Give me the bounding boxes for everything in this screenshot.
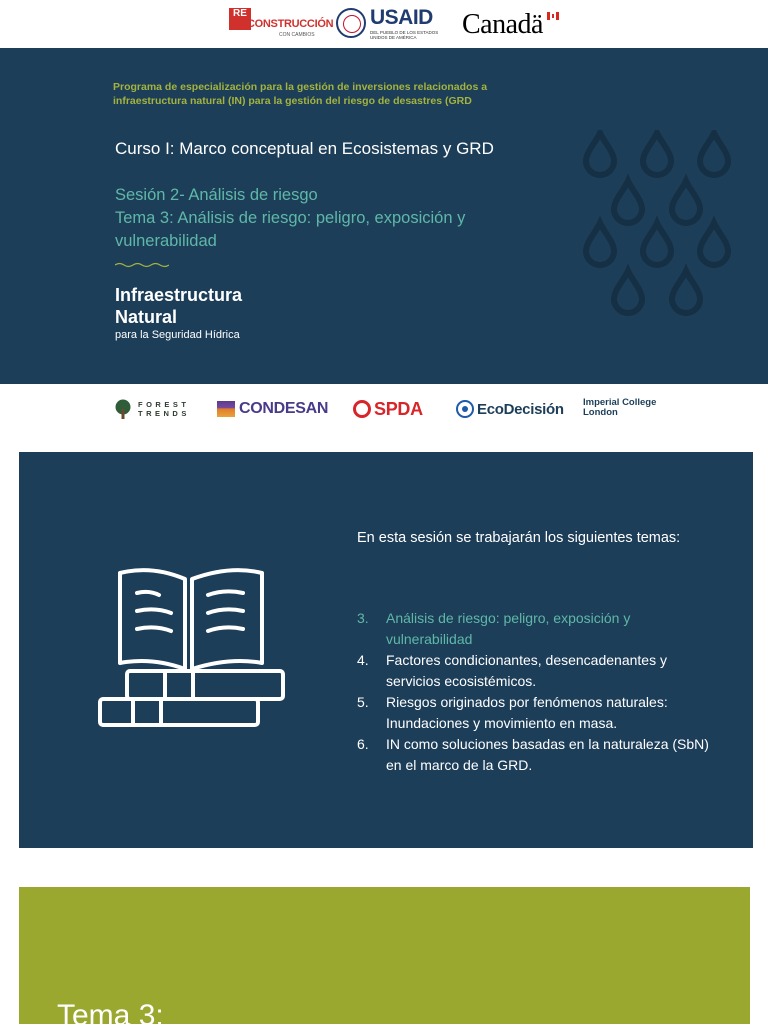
usaid-name: USAID: [370, 6, 433, 29]
tema-title: Tema 3:: [57, 999, 164, 1032]
topics-intro: En esta sesión se trabajarán los siguientes temas:: [357, 530, 681, 546]
course-title: Curso I: Marco conceptual en Ecosistemas y GRD: [115, 139, 494, 158]
brand-title: [115, 284, 242, 328]
open-book-icon: [97, 565, 287, 727]
reconstruccion-logo: [229, 6, 334, 42]
session-title: Sesión 2- Análisis de riesgo: [115, 186, 318, 204]
spda-logo: [353, 396, 423, 422]
topic-item-6: [357, 734, 717, 776]
program-title: Programa de especialización para la gestión de inversiones relacionados a infraestructura natural (IN) para la gestión del riesgo de desastres (GRD: [113, 81, 488, 107]
condesan-mark-icon: [217, 401, 235, 417]
canada-wordmark: Canadä: [462, 9, 543, 40]
spda-mark-icon: [353, 400, 371, 418]
ecodecision-name: EcoDecisión: [477, 400, 564, 418]
header-logo-bar: [0, 0, 768, 48]
usaid-logo: [336, 6, 446, 44]
forest-trends-line-1: FOREST: [138, 400, 190, 409]
brand-line-2: Natural: [115, 307, 178, 327]
condesan-logo: [217, 396, 328, 422]
topic-title: Tema 3: Análisis de riesgo: peligro, exposición y vulnerabilidad: [115, 209, 466, 250]
topic-item-3: [357, 608, 717, 650]
forest-trends-line-2: TRENDS: [138, 409, 190, 418]
water-drops-icon: [580, 130, 740, 326]
topic-item-text: Análisis de riesgo: peligro, exposición y vulnerabilidad: [386, 610, 631, 647]
session-block: [115, 184, 565, 253]
condesan-name: CONDESAN: [239, 400, 329, 417]
tree-icon: [114, 399, 132, 419]
canada-flag-icon: [547, 12, 559, 20]
imperial-line-1: Imperial College: [583, 397, 657, 408]
topic-item-text: Riesgos originados por fenómenos naturales: Inundaciones y movimiento en masa.: [386, 694, 668, 731]
topic-item-number: 4.: [357, 652, 369, 668]
tema-panel: [19, 887, 750, 1032]
reconstruccion-re-mark: RE: [229, 8, 251, 30]
usaid-seal-icon: [336, 8, 366, 38]
ecodecision-mark-icon: [456, 400, 474, 418]
topic-item-number: 5.: [357, 694, 369, 710]
wave-divider-icon: [115, 262, 169, 268]
topics-list: [357, 608, 717, 776]
topic-item-text: IN como soluciones basadas en la naturaleza (SbN) en el marco de la GRD.: [386, 736, 709, 773]
ecodecision-logo: [456, 396, 564, 422]
reconstruccion-sub: CON CAMBIOS: [279, 32, 315, 38]
imperial-college-logo: [583, 398, 656, 424]
topic-item-text: Factores condicionantes, desencadenantes y servicios ecosistémicos.: [386, 652, 667, 689]
topic-item-number: 6.: [357, 736, 369, 752]
partner-logo-bar: [0, 384, 768, 436]
usaid-tagline: DEL PUEBLO DE LOS ESTADOS UNIDOS DE AMÉRICA: [370, 30, 439, 40]
canada-logo: [462, 8, 562, 42]
imperial-line-2: London: [583, 407, 618, 418]
topic-item-number: 3.: [357, 610, 369, 626]
topic-item-5: [357, 692, 717, 734]
brand-tagline: para la Seguridad Hídrica: [115, 329, 240, 341]
hero-banner: [0, 48, 768, 384]
topic-item-4: [357, 650, 717, 692]
spda-name: SPDA: [374, 398, 423, 419]
forest-trends-logo: [114, 396, 190, 422]
reconstruccion-word: CONSTRUCCIÓN: [247, 18, 334, 30]
topics-panel: [19, 452, 753, 848]
brand-line-1: Infraestructura: [115, 285, 243, 305]
